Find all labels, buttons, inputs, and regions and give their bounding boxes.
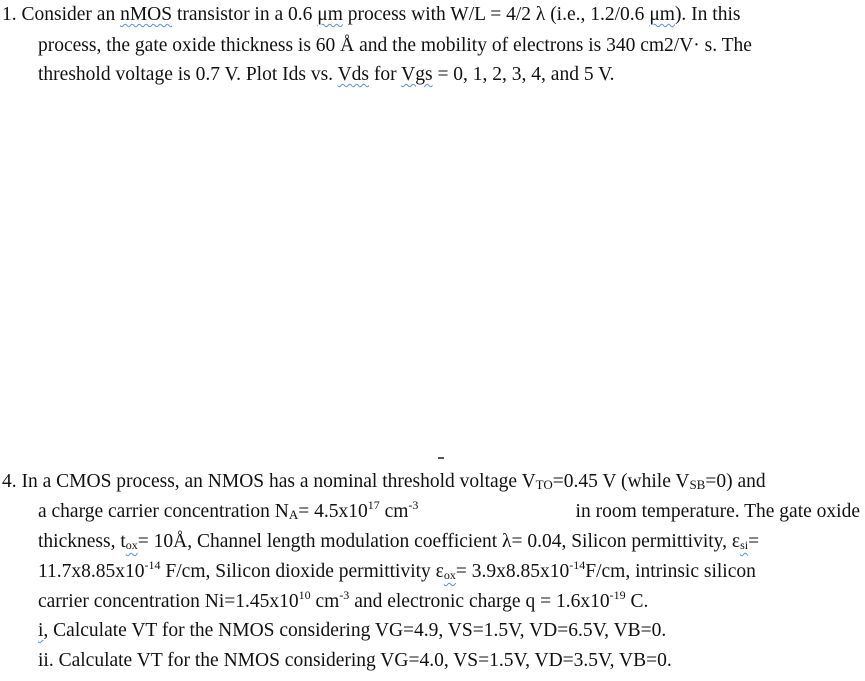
spellcheck-um-1[interactable]: μm — [317, 4, 343, 25]
q4-line-7: ii. Calculate VT for the NMOS considering VG=4.0, VS=1.5V, VD=3.5V, VB=0. — [38, 650, 672, 671]
q4-line-6: i, Calculate VT for the NMOS considering VG=4.9, VS=1.5V, VD=6.5V, VB=0. — [38, 620, 667, 641]
spellcheck-eox[interactable]: ox — [443, 568, 456, 582]
spellcheck-i[interactable]: i — [38, 620, 44, 641]
q4-line-3: thickness, $t_{ox}=$ 10Å, Channel length modulation coefficient λ= 0.04, Silicon permittivity, $\varepsilon_{si}=$ — [38, 531, 760, 552]
spellcheck-nmos[interactable]: nMOS — [120, 4, 173, 25]
spellcheck-um-2[interactable]: μm — [649, 4, 675, 25]
q4-line-5: carrier concentration $Ni=1.45x10^{10}$ $cm^{-3}$ and electronic charge $q = 1.6x10^{-19}$ C. — [38, 588, 649, 612]
spellcheck-vds[interactable]: Vds — [337, 64, 369, 85]
separator-mark — [438, 457, 444, 459]
spellcheck-vgs[interactable]: Vgs — [401, 64, 433, 85]
q4-line-1: 4. In a CMOS process, an NMOS has a nominal threshold voltage $V_{TO}=0.45$ V (while $V_{SB}=0$) and — [2, 471, 766, 492]
q4-line-2: a charge carrier concentration $N_A= 4.5x10^{17}$ $cm^{-3}$ in room temperature. The gate oxide — [38, 498, 860, 522]
q1-line-2: process, the gate oxide thickness is 60 Å and the mobility of electrons is 340 cm2/V· s. The — [38, 35, 752, 56]
q1-number: 1. — [2, 4, 17, 25]
q1-line-1: 1. Consider an nMOS transistor in a 0.6 μm process with W/L = 4/2 λ (i.e., 1.2/0.6 μm). In this — [2, 4, 741, 25]
spellcheck-tox[interactable]: ox — [125, 538, 138, 552]
q4-line-4: $11.7x8.85x10^{-14}$ F/cm, Silicon dioxide permittivity $\varepsilon_{ox}= 3.9x8.85x10^{-14}F/cm$, intrinsic silicon — [38, 558, 756, 582]
q1-line-3: threshold voltage is 0.7 V. Plot Ids vs. Vds for Vgs = 0, 1, 2, 3, 4, and 5 V. — [38, 64, 615, 85]
spellcheck-esi[interactable]: si — [740, 538, 749, 552]
